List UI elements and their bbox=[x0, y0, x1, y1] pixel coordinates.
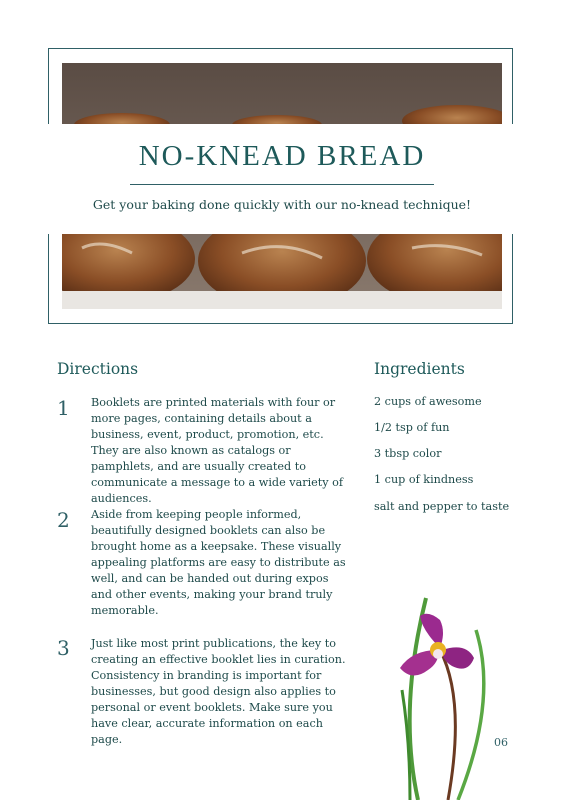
title-band bbox=[48, 124, 516, 234]
ingredient-item: 2 cups of awesome bbox=[374, 395, 482, 408]
step-text-2: Aside from keeping people informed, beautifully designed booklets can also be brought home as a keepsake. These visually appealing platforms are easy to distribute as well, and can be handed out during expos and other events, making your brand truly memorable. bbox=[91, 508, 346, 617]
ingredient-item: 1/2 tsp of fun bbox=[374, 421, 450, 434]
flower-illustration bbox=[388, 590, 488, 804]
ingredient-item: 3 tbsp color bbox=[374, 447, 442, 460]
page-title: NO-KNEAD BREAD bbox=[138, 140, 426, 172]
step-number-1: 1 bbox=[57, 396, 70, 420]
page-number: 06 bbox=[494, 736, 508, 749]
ingredient-item: salt and pepper to taste bbox=[374, 500, 510, 513]
step-number-3: 3 bbox=[57, 636, 70, 660]
step-text-1: Booklets are printed materials with four or more pages, containing details about a business, event, product, promotion, etc. They are also known as catalogs or pamphlets, and are usually created to communicate a message to a wide variety of audiences. bbox=[91, 396, 344, 505]
step-text-3: Just like most print publications, the key to creating an effective booklet lies in curation. Consistency in branding is important for businesses, but good design also applies to personal or event booklets. Make sure you have clear, accurate information on each page. bbox=[91, 637, 346, 746]
title-divider bbox=[130, 184, 434, 185]
directions-heading: Directions bbox=[57, 360, 139, 378]
ingredients-heading: Ingredients bbox=[374, 360, 465, 378]
ingredient-item: 1 cup of kindness bbox=[374, 473, 474, 486]
page-subtitle: Get your baking done quickly with our no-knead technique! bbox=[92, 197, 472, 212]
step-number-2: 2 bbox=[57, 508, 70, 532]
